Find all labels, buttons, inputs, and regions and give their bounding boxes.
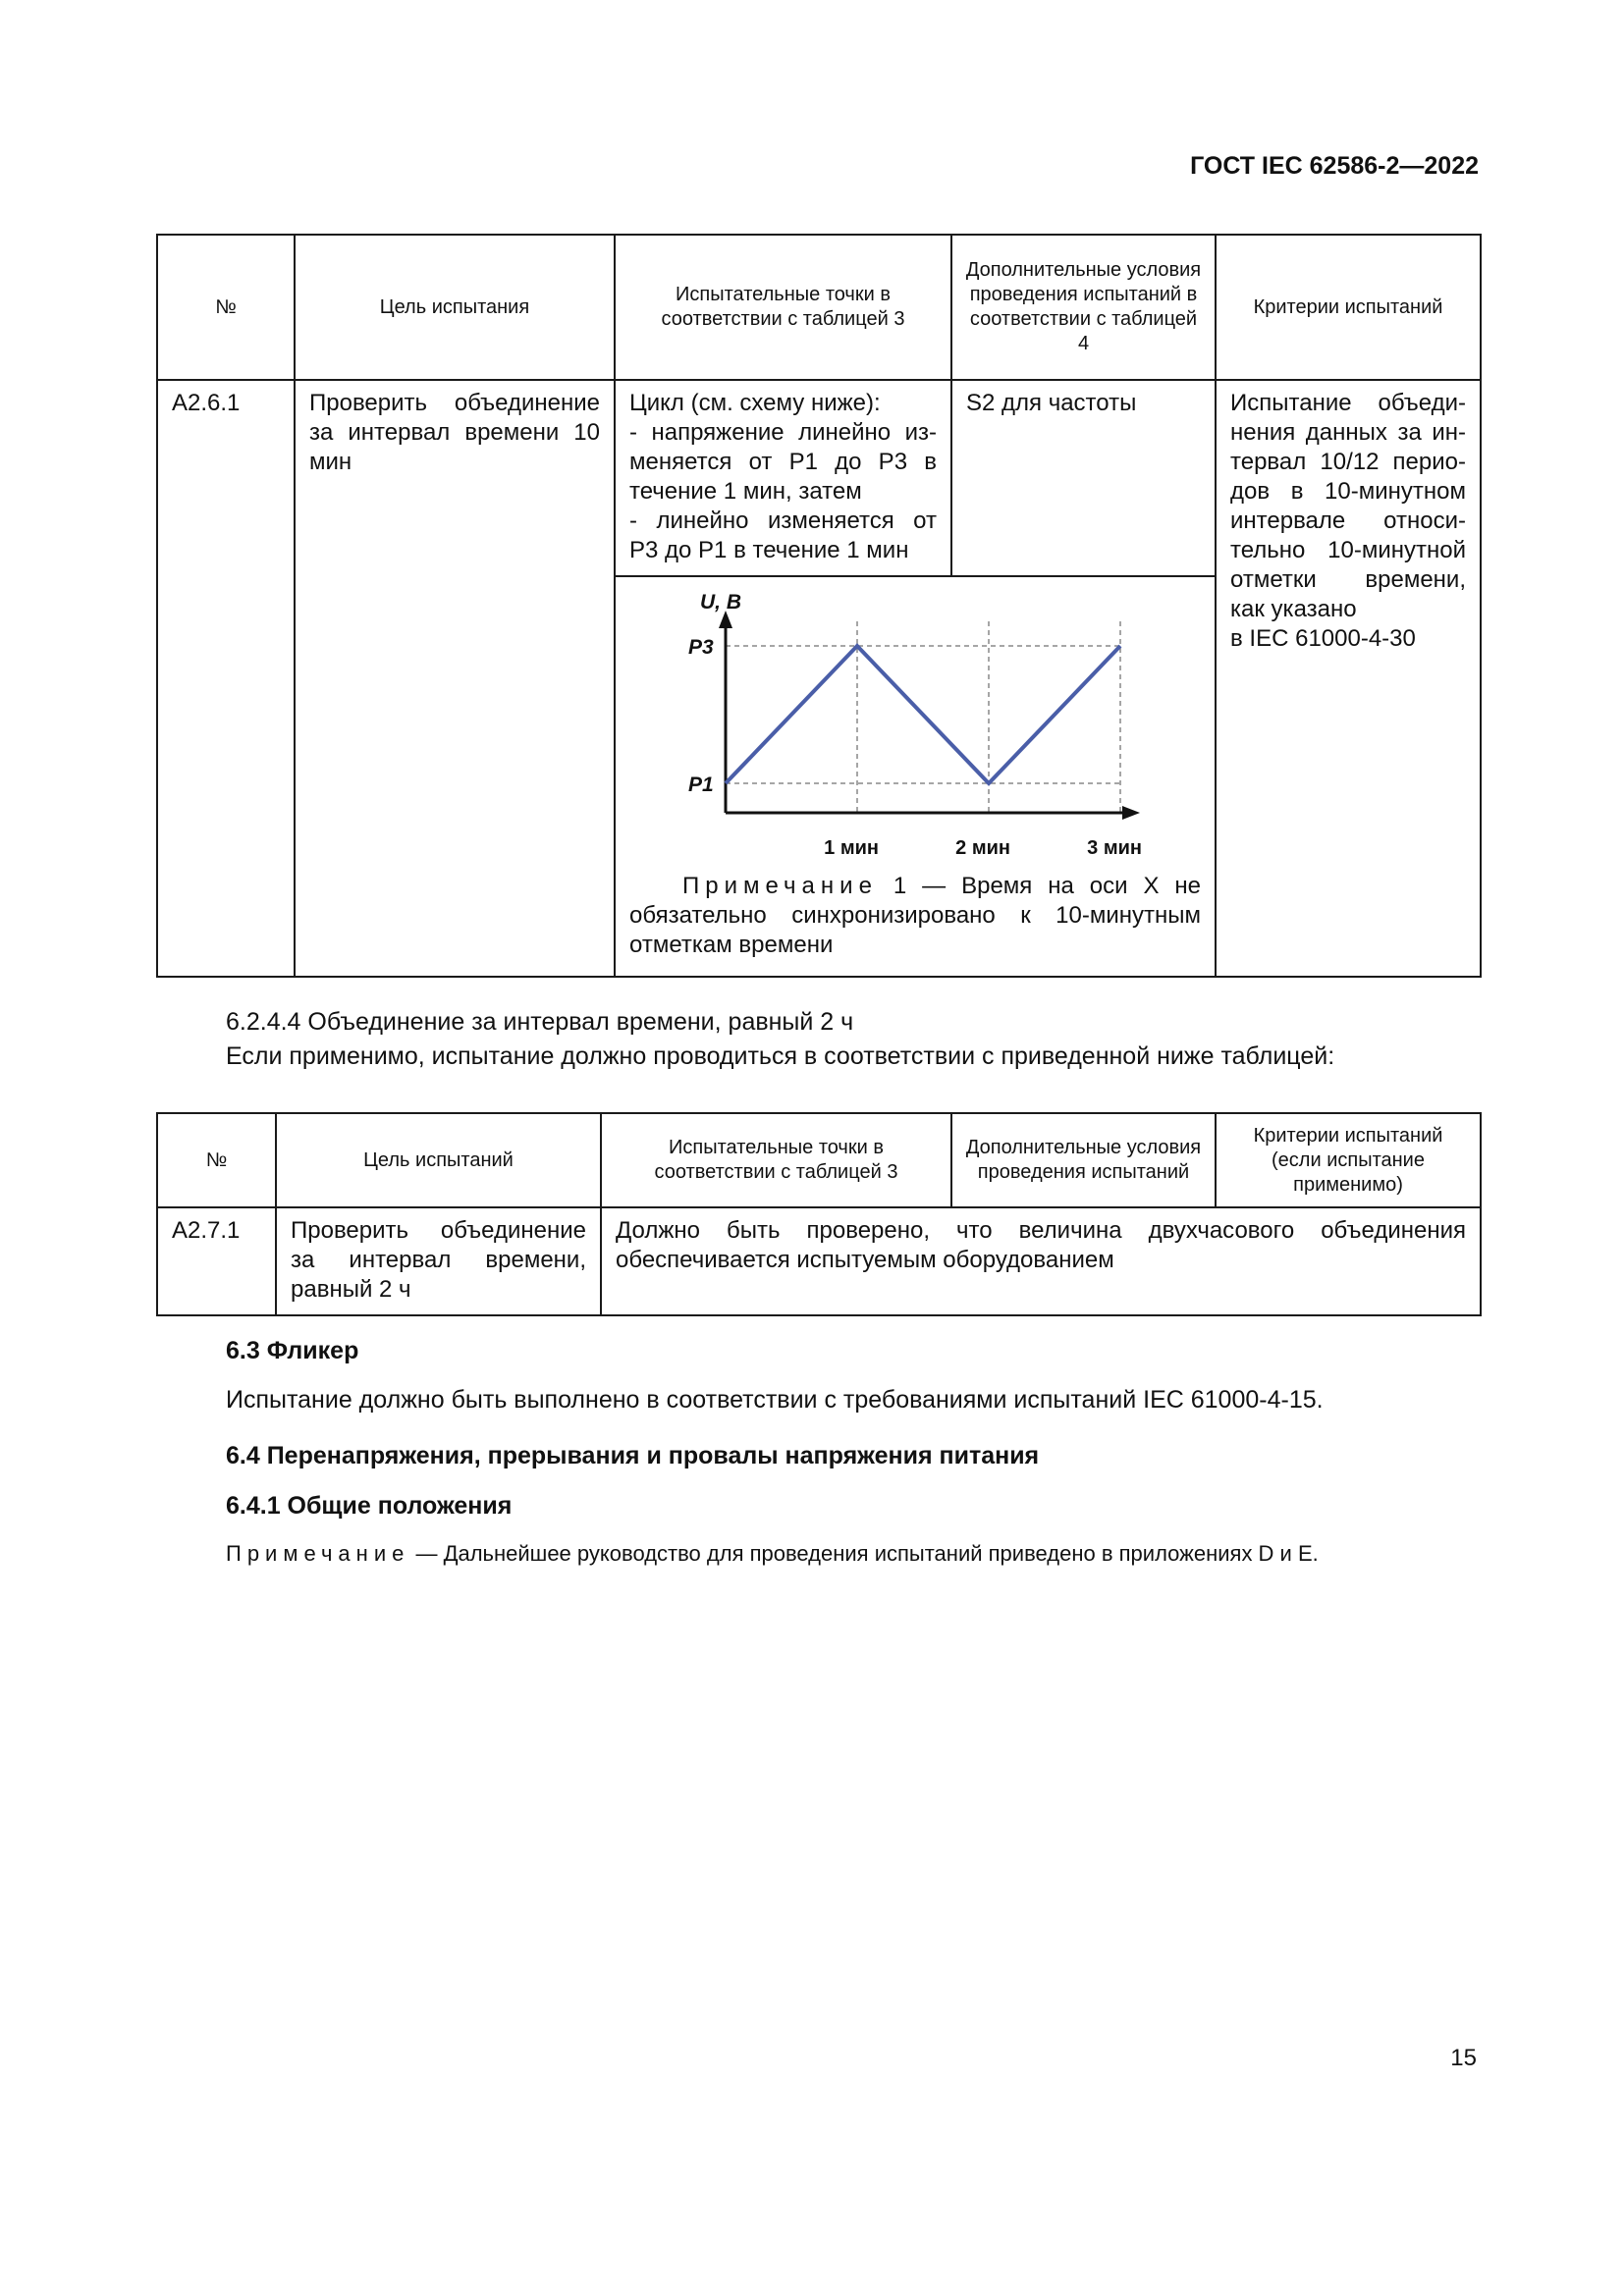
voltage-cycle-chart (616, 577, 1217, 872)
table2-header-conditions: Дополнительные условия проведения испытаний (951, 1113, 1216, 1207)
section-64-title: 6.4 Перенапряжения, прерывания и провалы напряжения питания (226, 1442, 1040, 1469)
table2-row-goal: Проверить объединение за интервал времени, равный 2 ч (276, 1207, 601, 1315)
note-label: Примечание (682, 873, 878, 899)
y-tick-p1: P1 (688, 774, 714, 796)
x-tick-label: 2 мин (955, 837, 1010, 859)
document-header: ГОСТ IEC 62586-2—2022 (1190, 152, 1479, 180)
section-6244-text: Если применимо, испытание должно проводиться в соответствии с приведенной ниже таблицей: (226, 1042, 1335, 1070)
y-axis-label: U, В (700, 591, 741, 614)
section-6244-title: 6.2.4.4 Объединение за интервал времени, равный 2 ч (226, 1008, 854, 1036)
table-test-a261 (156, 234, 1482, 978)
table2-header-points: Испытательные точки в соответствии с таблицей 3 (601, 1113, 951, 1207)
note2-text: — Дальнейшее руководство для проведения испытаний приведено в приложениях D и E. (409, 1541, 1319, 1566)
table1-row-num: А2.6.1 (157, 380, 295, 977)
criteria-line: отметки времени, (1230, 566, 1466, 593)
table2-header-goal: Цель испытаний (276, 1113, 601, 1207)
criteria-line: как указано (1230, 596, 1357, 622)
note2-label: Примечание (226, 1541, 410, 1566)
table1-header-points: Испытательные точки в соответствии с таблицей 3 (615, 235, 951, 380)
page-number: 15 (1450, 2045, 1477, 2071)
section-63-text: Испытание должно быть выполнено в соответствии с требованиями испытаний IEC 61000-4-15. (226, 1386, 1324, 1414)
table2-header-criteria: Критерии испытаний (если испытание применимо) (1216, 1113, 1481, 1207)
section-63-title: 6.3 Фликер (226, 1337, 359, 1364)
series-line-u (726, 646, 1120, 783)
table1-chart-cell (615, 576, 1216, 977)
y-tick-p3: P3 (688, 636, 714, 659)
criteria-line: тельно 10-минутной (1230, 537, 1466, 563)
x-axis-arrow (1122, 806, 1140, 820)
criteria-line: интервале относи- (1230, 507, 1466, 534)
table-test-a271 (156, 1112, 1482, 1316)
points-line: Р3 до Р1 в течение 1 мин (629, 537, 909, 563)
table1-header-goal: Цель испытания (295, 235, 615, 380)
table1-row-points (615, 380, 951, 576)
x-tick-label: 1 мин (824, 837, 879, 859)
criteria-line: в IEC 61000-4-30 (1230, 625, 1416, 652)
criteria-line: Испытание объеди- (1230, 390, 1466, 416)
table1-header-criteria: Критерии испытаний (1216, 235, 1481, 380)
table1-header-num: № (157, 235, 295, 380)
table1-row-goal: Проверить объединение за интервал времени 10 мин (295, 380, 615, 977)
criteria-line: тервал 10/12 перио- (1230, 449, 1466, 475)
points-line: Цикл (см. схему ниже): (629, 390, 881, 416)
table1-note (616, 872, 1215, 970)
points-line: меняется от Р1 до Р3 в (629, 449, 937, 475)
criteria-line: нения данных за ин- (1230, 419, 1466, 446)
table2-row-text: Должно быть проверено, что величина двухчасового объединения обеспечивается испытуемым оборудованием (601, 1207, 1481, 1315)
table1-header-conditions: Дополнительные условия проведения испытаний в соответствии с таблицей 4 (951, 235, 1216, 380)
criteria-line: дов в 10-минутном (1230, 478, 1466, 505)
table2-row-num: А2.7.1 (157, 1207, 276, 1315)
note2 (226, 1541, 1319, 1567)
points-line: - напряжение линейно из- (629, 419, 937, 446)
table2-header-num: № (157, 1113, 276, 1207)
x-tick-label: 3 мин (1087, 837, 1142, 859)
table1-row-criteria (1216, 380, 1481, 977)
points-line: - линейно изменяется от (629, 507, 937, 534)
note-text: 1 — Время на оси X не обязательно синхронизировано к 10-минутным отметкам времени (629, 873, 1201, 958)
section-641-title: 6.4.1 Общие положения (226, 1492, 513, 1520)
table1-row-conditions: S2 для частоты (951, 380, 1216, 576)
points-line: течение 1 мин, затем (629, 478, 862, 505)
